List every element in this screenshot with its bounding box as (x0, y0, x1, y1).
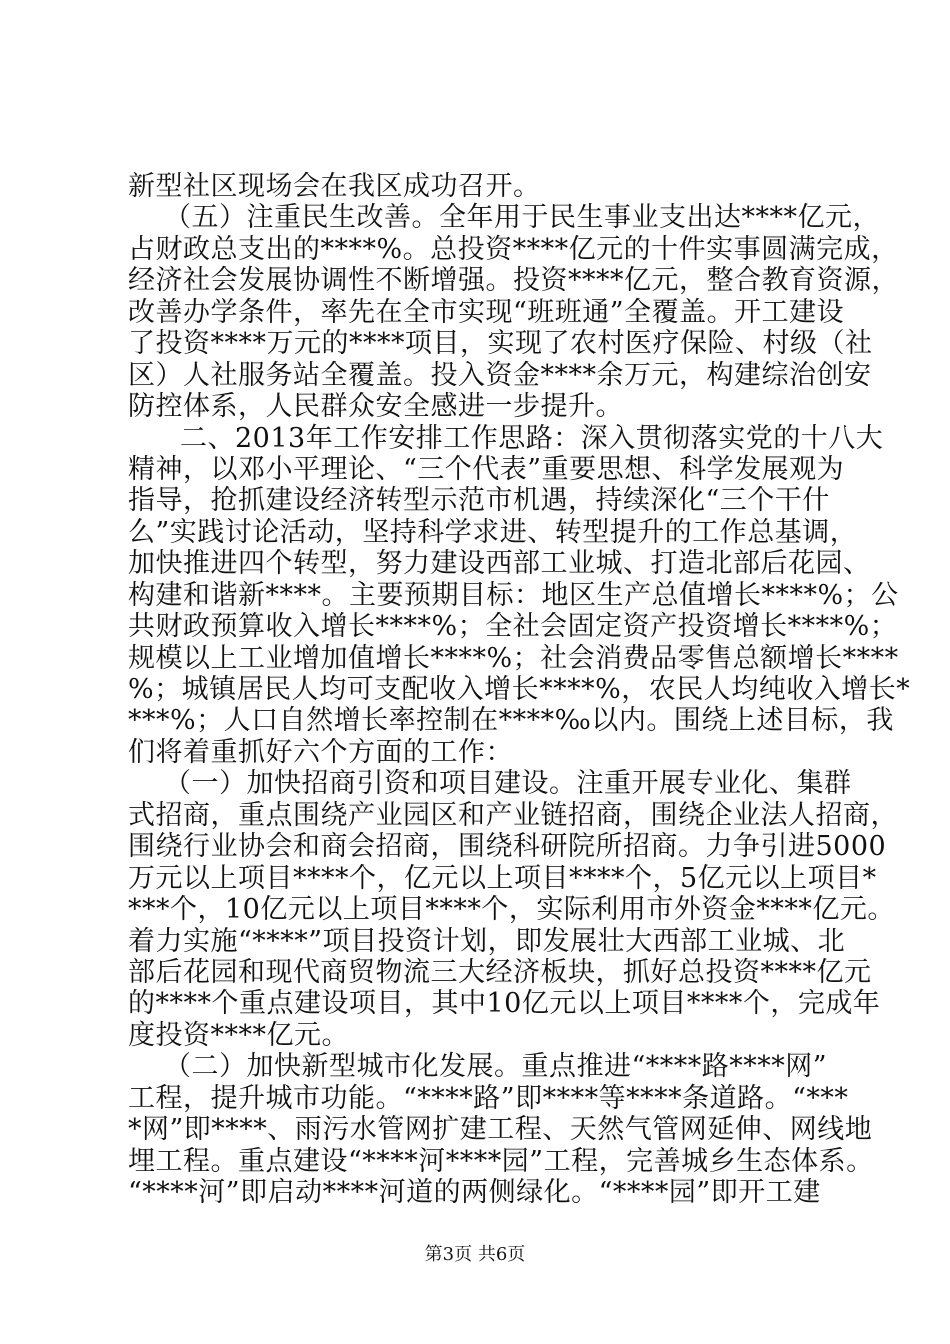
text-line: “****河”即启动****河道的两侧绿化。“****园”即开工建 (128, 1177, 821, 1208)
text-line: ***%；人口自然增长率控制在****‰以内。围绕上述目标，我 (128, 705, 894, 736)
text-line: 构建和谐新****。主要预期目标：地区生产总值增长****%；公 (128, 580, 899, 611)
text-line: 么”实践讨论活动，坚持科学求进、转型提升的工作总基调， (128, 517, 858, 548)
text-line: %；城镇居民人均可支配收入增长****%，农民人均纯收入增长* (128, 674, 911, 705)
text-line: 防控体系，人民群众安全感进一步提升。 (128, 391, 623, 422)
text-line: 区）人社服务站全覆盖。投入资金****余万元，构建综治创安 (128, 360, 872, 391)
text-line: ***个，10亿元以上项目****个，实际利用市外资金****亿元。 (128, 894, 895, 925)
text-line: 加快推进四个转型，努力建设西部工业城、打造北部后花园、 (128, 548, 871, 579)
text-line: （一）加快招商引资和项目建设。注重开展专业化、集群 (164, 768, 852, 799)
text-line: 共财政预算收入增长****%；全社会固定资产投资增长****%； (128, 611, 898, 642)
text-line: 改善办学条件，率先在全市实现“班班通”全覆盖。开工建设 (128, 297, 845, 328)
text-line: 指导，抢抓建设经济转型示范市机遇，持续深化“三个干什 (128, 485, 830, 516)
text-line: 们将着重抓好六个方面的工作： (128, 737, 513, 768)
text-line: 工程，提升城市功能。“****路”即****等****条道路。“*** (128, 1083, 849, 1114)
text-line: 埋工程。重点建设“****河****园”工程，完善城乡生态体系。 (128, 1146, 874, 1177)
text-line: 规模以上工业增加值增长****%；社会消费品零售总额增长**** (128, 643, 899, 674)
text-line: （五）注重民生改善。全年用于民生事业支出达****亿元， (164, 202, 880, 233)
text-line: *网”即****、雨污水管网扩建工程、天然气管网延伸、网线地 (128, 1114, 873, 1145)
text-line: 式招商，重点围绕产业园区和产业链招商，围绕企业法人招商， (128, 800, 898, 831)
text-line: 部后花园和现代商贸物流三大经济板块，抓好总投资****亿元 (128, 957, 872, 988)
text-line: 经济社会发展协调性不断增强。投资****亿元，整合教育资源， (128, 265, 899, 296)
page-footer: 第3页 共6页 (424, 1244, 526, 1265)
text-line: 精神，以邓小平理论、“三个代表”重要思想、科学发展观为 (128, 454, 845, 485)
text-line: 万元以上项目****个，亿元以上项目****个，5亿元以上项目* (128, 863, 877, 894)
text-line: （二）加快新型城市化发展。重点推进“****路****网” (164, 1051, 828, 1082)
text-line: 度投资****亿元。 (128, 1020, 349, 1051)
text-line: 二、2013年工作安排工作思路：深入贯彻落实党的十八大 (180, 423, 884, 454)
text-line: 占财政总支出的****%。总投资****亿元的十件实事圆满完成， (128, 234, 899, 265)
text-line: 着力实施“****”项目投资计划，即发展壮大西部工业城、北 (128, 926, 846, 957)
text-line: 新型社区现场会在我区成功召开。 (128, 171, 541, 202)
text-line: 的****个重点建设项目，其中10亿元以上项目****个，完成年 (128, 988, 881, 1019)
text-line: 了投资****万元的****项目，实现了农村医疗保险、村级（社 (128, 328, 873, 359)
text-line: 围绕行业协会和商会招商，围绕科研院所招商。力争引进5000 (128, 831, 887, 862)
